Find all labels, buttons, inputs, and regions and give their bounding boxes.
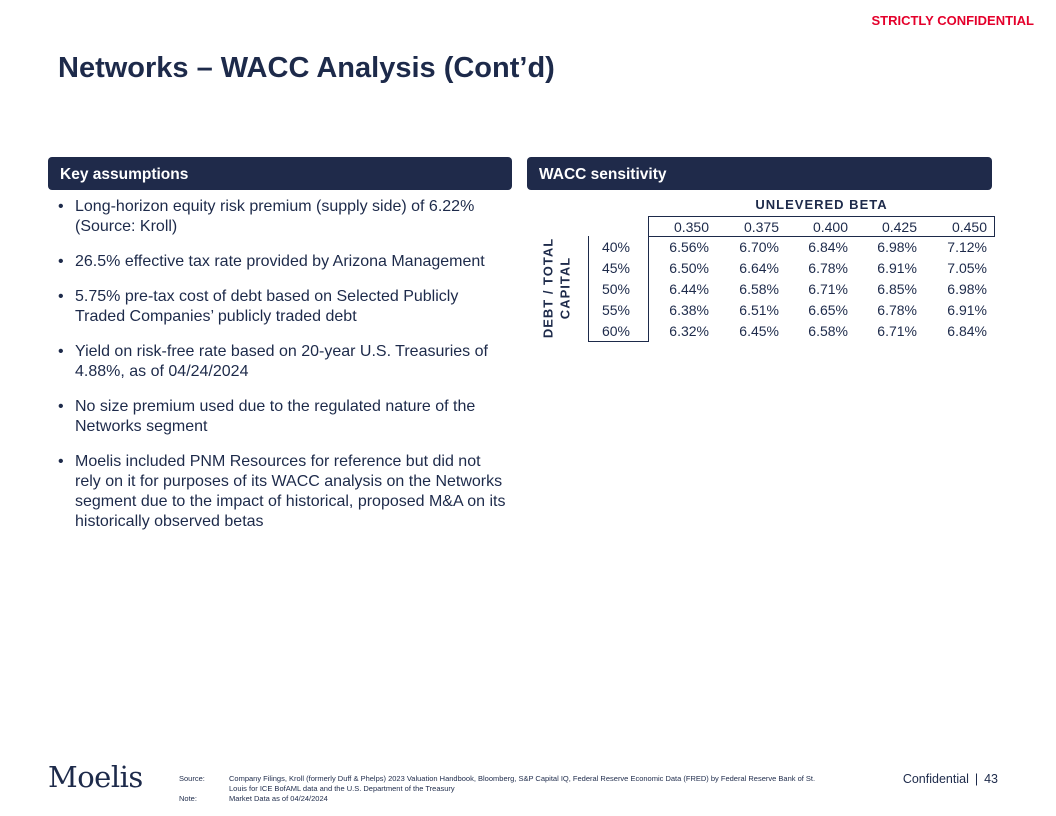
table-cell: 7.05% — [947, 260, 987, 276]
debt-total-capital-label — [534, 236, 580, 340]
row-axis-label-line2: CAPITAL — [557, 256, 573, 320]
column-header-cell: 0.425 — [881, 219, 917, 235]
table-cell: 6.71% — [808, 281, 848, 297]
table-cell: 6.64% — [739, 260, 779, 276]
table-cell: 6.32% — [669, 323, 709, 339]
confidential-label: Confidential — [902, 772, 969, 786]
bullet-item: • No size premium used due to the regulated nature of the Networks segment — [58, 397, 508, 437]
column-header-cell: 0.400 — [812, 219, 848, 235]
table-cell: 6.85% — [877, 281, 917, 297]
table-cell: 6.71% — [877, 323, 917, 339]
key-assumptions-list — [58, 197, 508, 547]
footer-page-info — [903, 772, 998, 786]
table-cell: 6.50% — [669, 260, 709, 276]
strictly-confidential-label: STRICTLY CONFIDENTIAL — [871, 13, 1034, 28]
moelis-logo: Moelis — [48, 760, 143, 794]
table-cell: 6.44% — [669, 281, 709, 297]
table-cell: 6.38% — [669, 302, 709, 318]
row-axis-label-line1: DEBT / TOTAL — [540, 237, 556, 339]
page-title: Networks – WACC Analysis (Cont’d) — [58, 52, 555, 84]
row-header-cell: 45% — [601, 260, 630, 276]
source-text-line2: Louis for ICE BofAML data and the U.S. Department of the Treasury — [229, 784, 455, 793]
column-header-cell: 0.350 — [673, 219, 709, 235]
table-cell: 6.84% — [947, 323, 987, 339]
row-header-cell: 40% — [601, 239, 630, 255]
note-label: Note: — [179, 794, 197, 803]
table-cell: 6.70% — [739, 239, 779, 255]
table-cell: 6.56% — [669, 239, 709, 255]
bullet-item: • Moelis included PNM Resources for reference but did not rely on it for purposes of its WACC analysis on the Networks segment due to the impact of historical, proposed M&A on its historically observed betas — [58, 452, 508, 532]
column-header-cell: 0.450 — [951, 219, 987, 235]
table-cell: 6.65% — [808, 302, 848, 318]
note-text: Market Data as of 04/24/2024 — [229, 794, 328, 803]
table-cell: 6.78% — [808, 260, 848, 276]
table-cell: 6.98% — [947, 281, 987, 297]
source-label: Source: — [179, 774, 205, 783]
table-cell: 6.58% — [739, 281, 779, 297]
footer-separator: | — [974, 772, 979, 786]
table-cell: 6.58% — [808, 323, 848, 339]
page-number: 43 — [984, 772, 998, 786]
table-cell: 6.91% — [877, 260, 917, 276]
column-header-cell: 0.375 — [743, 219, 779, 235]
row-header-cell: 50% — [601, 281, 630, 297]
bullet-item: • 26.5% effective tax rate provided by Arizona Management — [58, 252, 508, 272]
wacc-sensitivity-header: WACC sensitivity — [527, 157, 992, 190]
row-header-cell: 55% — [601, 302, 630, 318]
bullet-item: • Long-horizon equity risk premium (supply side) of 6.22% (Source: Kroll) — [58, 197, 508, 237]
key-assumptions-header: Key assumptions — [48, 157, 512, 190]
table-cell: 6.91% — [947, 302, 987, 318]
table-cell: 6.45% — [739, 323, 779, 339]
row-header-cell: 60% — [601, 323, 630, 339]
table-cell: 6.78% — [877, 302, 917, 318]
table-cell: 7.12% — [947, 239, 987, 255]
table-cell: 6.98% — [877, 239, 917, 255]
table-cell: 6.84% — [808, 239, 848, 255]
source-text-line1: Company Filings, Kroll (formerly Duff & Phelps) 2023 Valuation Handbook, Bloomberg, S&P Capital IQ, Federal Reserve Economic Data (FRED) by Federal Reserve Bank of St. — [229, 774, 816, 783]
bullet-item: • Yield on risk-free rate based on 20-year U.S. Treasuries of 4.88%, as of 04/24/2024 — [58, 342, 508, 382]
table-cell: 6.51% — [739, 302, 779, 318]
unlevered-beta-label: UNLEVERED BETA — [755, 197, 888, 212]
bullet-item: • 5.75% pre-tax cost of debt based on Selected Publicly Traded Companies’ publicly traded debt — [58, 287, 508, 327]
